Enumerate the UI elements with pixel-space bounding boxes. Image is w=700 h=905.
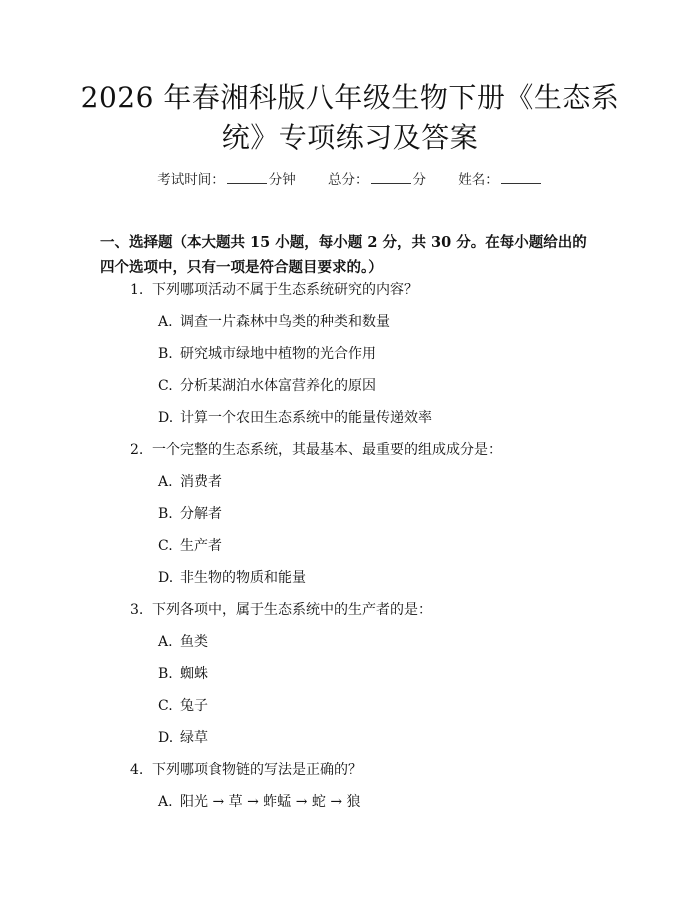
option-text: 蜘蛛 bbox=[180, 666, 208, 682]
question bbox=[0, 278, 700, 310]
exam-meta-row bbox=[0, 168, 700, 188]
answer-option[interactable] bbox=[0, 502, 700, 534]
question-number: 1. bbox=[130, 282, 144, 298]
answer-option[interactable] bbox=[0, 790, 700, 822]
question-number: 3. bbox=[130, 602, 144, 618]
total-score-field bbox=[328, 168, 426, 188]
answer-option[interactable] bbox=[0, 374, 700, 406]
option-text: 调查一片森林中鸟类的种类和数量 bbox=[180, 314, 390, 330]
option-letter: A. bbox=[158, 634, 173, 650]
option-text: 分解者 bbox=[180, 506, 222, 522]
exam-time-field bbox=[157, 168, 296, 188]
question bbox=[0, 438, 700, 470]
option-letter: A. bbox=[158, 314, 173, 330]
option-letter: B. bbox=[158, 666, 173, 682]
document-title-line-1: 2026 年春湘科版八年级生物下册《生态系 bbox=[80, 81, 620, 114]
option-letter: C. bbox=[158, 538, 173, 554]
question-text: 一个完整的生态系统，其最基本、最重要的组成成分是： bbox=[152, 442, 502, 458]
question-number: 2. bbox=[130, 442, 144, 458]
option-text: 鱼类 bbox=[180, 634, 208, 650]
question-number: 4. bbox=[130, 762, 144, 778]
answer-option[interactable] bbox=[0, 310, 700, 342]
option-text: 分析某湖泊水体富营养化的原因 bbox=[180, 378, 376, 394]
question bbox=[0, 758, 700, 790]
answer-option[interactable] bbox=[0, 662, 700, 694]
option-letter: A. bbox=[158, 474, 173, 490]
student-name-label: 姓名： bbox=[458, 172, 499, 188]
document-title-line-2: 统》专项练习及答案 bbox=[221, 121, 479, 154]
option-letter: C. bbox=[158, 698, 173, 714]
answer-option[interactable] bbox=[0, 630, 700, 662]
answer-option[interactable] bbox=[0, 534, 700, 566]
option-text: 研究城市绿地中植物的光合作用 bbox=[180, 346, 376, 362]
option-letter: D. bbox=[158, 410, 174, 426]
option-letter: C. bbox=[158, 378, 173, 394]
question-text: 下列哪项活动不属于生态系统研究的内容？ bbox=[152, 282, 418, 298]
option-letter: B. bbox=[158, 506, 173, 522]
section-heading: 一、选择题（本大题共 15 小题，每小题 2 分，共 30 分。在每小题给出的四个选项中，只有一项是符合题目要求的。） bbox=[100, 234, 587, 276]
total-score-blank[interactable] bbox=[371, 171, 411, 184]
option-text: 绿草 bbox=[180, 730, 208, 746]
question bbox=[0, 598, 700, 630]
option-text: 生产者 bbox=[180, 538, 222, 554]
option-letter: A. bbox=[158, 794, 173, 810]
student-name-blank[interactable] bbox=[501, 171, 541, 184]
answer-option[interactable] bbox=[0, 694, 700, 726]
answer-option[interactable] bbox=[0, 342, 700, 374]
option-text: 计算一个农田生态系统中的能量传递效率 bbox=[180, 410, 432, 426]
option-letter: B. bbox=[158, 346, 173, 362]
student-name-field bbox=[458, 168, 543, 188]
answer-option[interactable] bbox=[0, 470, 700, 502]
question-text: 下列哪项食物链的写法是正确的？ bbox=[152, 762, 362, 778]
exam-time-blank[interactable] bbox=[227, 171, 267, 184]
option-text: 阳光 → 草 → 蚱蜢 → 蛇 → 狼 bbox=[180, 794, 361, 810]
option-text: 兔子 bbox=[180, 698, 208, 714]
option-text: 消费者 bbox=[180, 474, 222, 490]
answer-option[interactable] bbox=[0, 726, 700, 758]
option-text: 非生物的物质和能量 bbox=[180, 570, 306, 586]
answer-option[interactable] bbox=[0, 566, 700, 598]
total-score-unit: 分 bbox=[412, 172, 426, 188]
option-letter: D. bbox=[158, 570, 174, 586]
question-text: 下列各项中，属于生态系统中的生产者的是： bbox=[152, 602, 432, 618]
exam-time-unit: 分钟 bbox=[268, 172, 296, 188]
total-score-label: 总分： bbox=[328, 172, 369, 188]
option-letter: D. bbox=[158, 730, 174, 746]
answer-option[interactable] bbox=[0, 406, 700, 438]
question-list bbox=[0, 278, 700, 822]
exam-time-label: 考试时间： bbox=[157, 172, 225, 188]
